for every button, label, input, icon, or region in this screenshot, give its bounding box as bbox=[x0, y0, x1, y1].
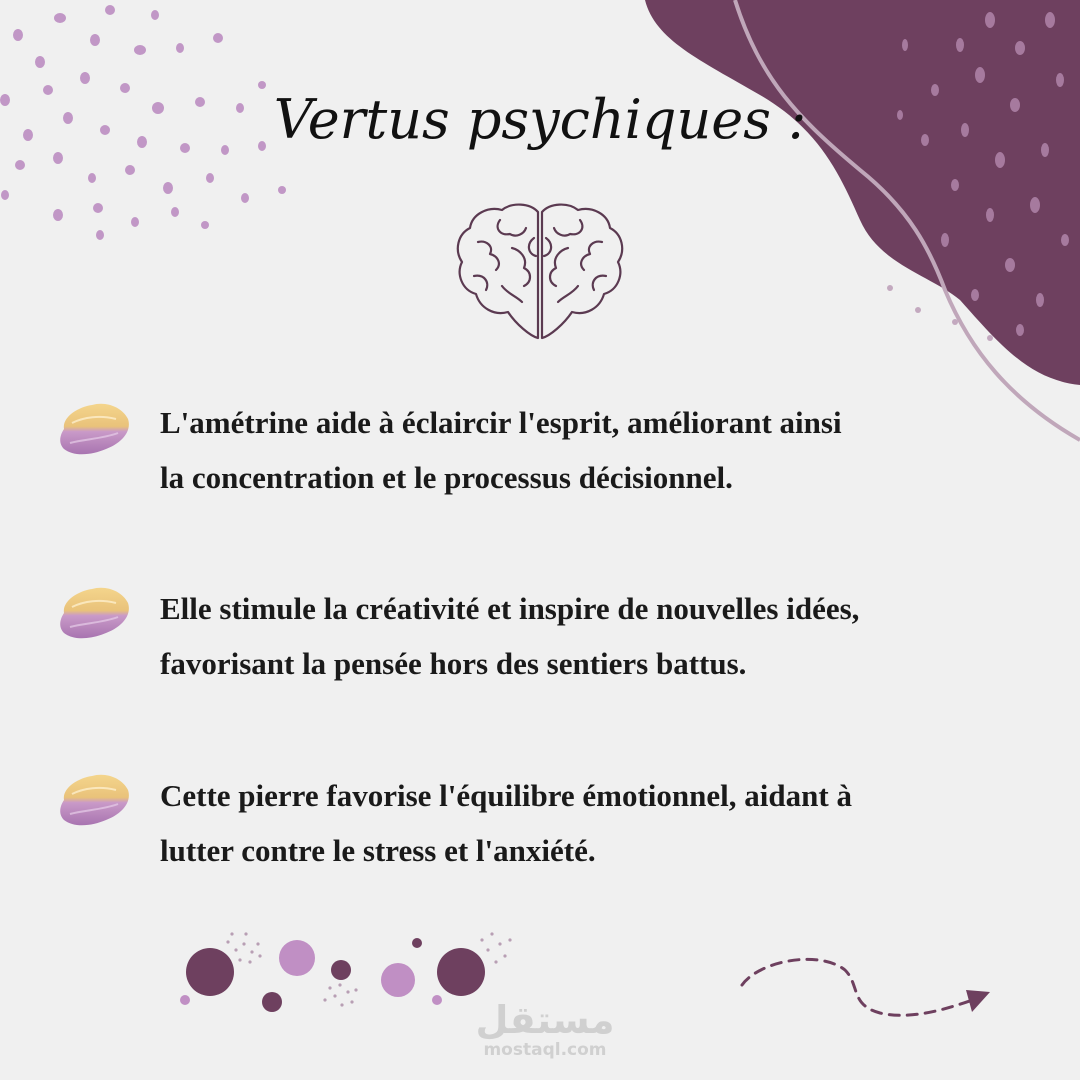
ametrine-gem-icon bbox=[56, 770, 132, 830]
item-text bbox=[160, 395, 1040, 505]
brain-heart-icon bbox=[450, 198, 630, 343]
ametrine-gem-icon bbox=[56, 583, 132, 643]
watermark-latin: mostaql.com bbox=[483, 1040, 607, 1060]
item-text bbox=[160, 581, 1040, 691]
item-line-2: favorisant la pensée hors des sentiers battus. bbox=[160, 646, 747, 681]
item-line-2: la concentration et le processus décisionnel. bbox=[160, 460, 733, 495]
item-line-1: L'amétrine aide à éclaircir l'esprit, améliorant ainsi bbox=[160, 405, 842, 440]
item-line-1: Cette pierre favorise l'équilibre émotionnel, aidant à bbox=[160, 778, 852, 813]
dashed-arrow bbox=[742, 959, 990, 1015]
item-line-2: lutter contre le stress et l'anxiété. bbox=[160, 833, 596, 868]
watermark-arabic: مستقل bbox=[475, 998, 615, 1042]
page-title: Vertus psychiques : bbox=[273, 88, 807, 151]
item-text bbox=[160, 768, 1040, 878]
watermark bbox=[460, 1000, 630, 1060]
purple-blob-shape bbox=[645, 0, 1080, 385]
item-line-1: Elle stimule la créativité et inspire de nouvelles idées, bbox=[160, 591, 860, 626]
ametrine-gem-icon bbox=[56, 399, 132, 459]
